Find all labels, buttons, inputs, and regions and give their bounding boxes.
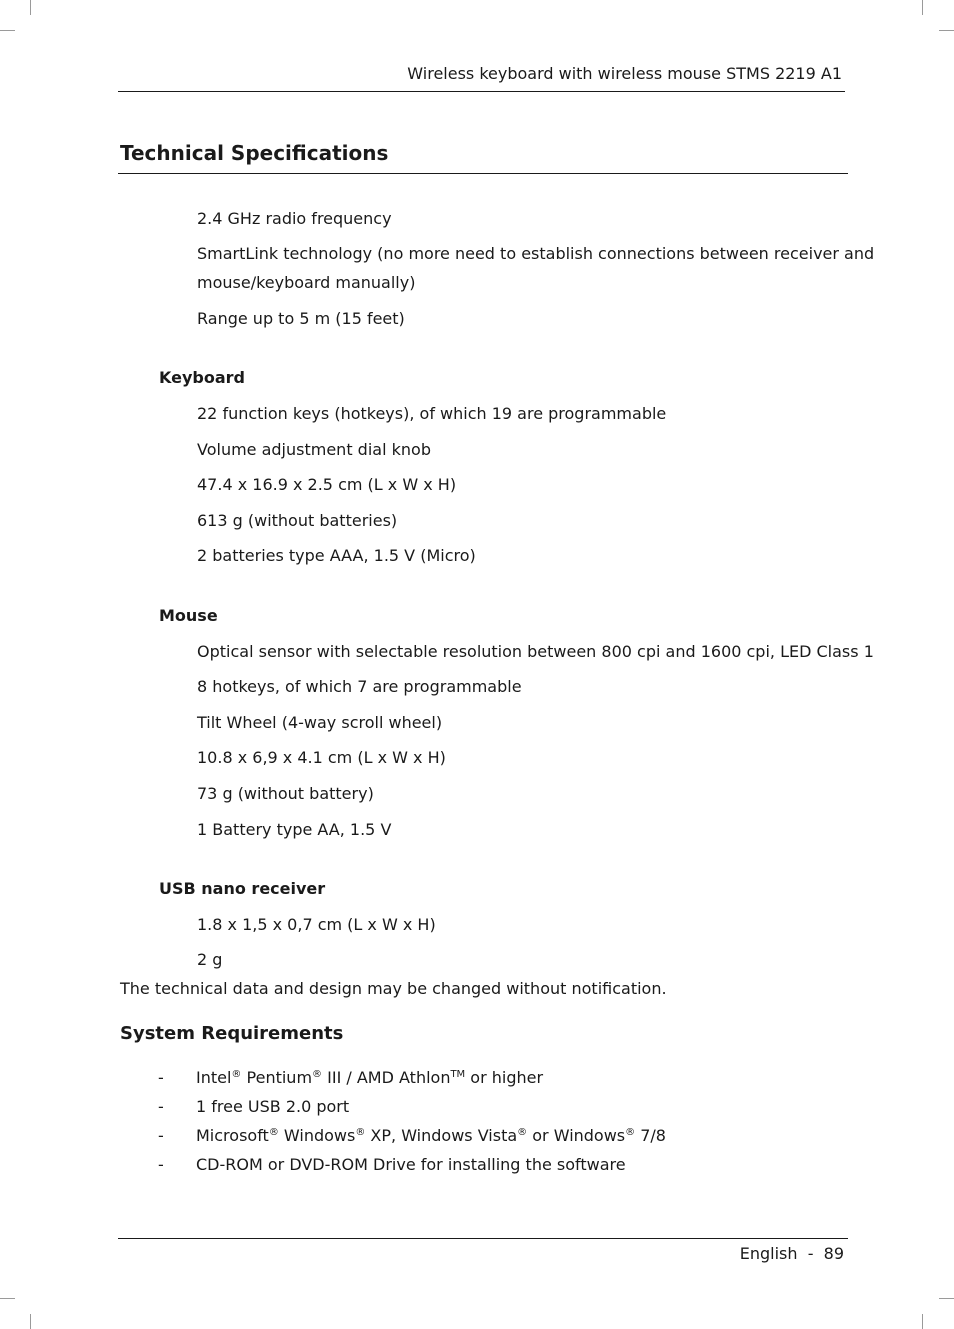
- requirement-item: - Intel® Pentium® III / AMD Athlon™ or higher: [158, 1066, 543, 1090]
- spec-line: 22 function keys (hotkeys), of which 19 are programmable: [197, 404, 667, 423]
- system-requirements-heading: System Requirements: [120, 1023, 344, 1044]
- crop-mark: [939, 30, 954, 31]
- spec-line: Optical sensor with selectable resolution between 800 cpi and 1600 cpi, LED Class 1: [197, 642, 874, 661]
- bullet-dash: -: [158, 1097, 164, 1116]
- receiver-heading: USB nano receiver: [159, 879, 326, 898]
- crop-mark: [922, 1314, 923, 1329]
- requirement-item: - 1 free USB 2.0 port: [158, 1095, 349, 1119]
- spec-line: 8 hotkeys, of which 7 are programmable: [197, 677, 522, 696]
- running-header: Wireless keyboard with wireless mouse STMS 2219 A1: [407, 64, 842, 83]
- spec-line: 47.4 x 16.9 x 2.5 cm (L x W x H): [197, 475, 457, 494]
- requirement-item: - CD-ROM or DVD-ROM Drive for installing the software: [158, 1153, 626, 1177]
- spec-line: 613 g (without batteries): [197, 511, 398, 530]
- header-rule: [118, 91, 845, 92]
- spec-line: 2.4 GHz radio frequency: [197, 209, 392, 228]
- requirement-item: - Microsoft® Windows® XP, Windows Vista® or Windows® 7/8: [158, 1124, 666, 1148]
- crop-mark: [0, 30, 15, 31]
- spec-line: 2 batteries type AAA, 1.5 V (Micro): [197, 546, 476, 565]
- mouse-heading: Mouse: [159, 606, 218, 625]
- spec-line: 73 g (without battery): [197, 784, 374, 803]
- bullet-dash: -: [158, 1155, 164, 1174]
- spec-line: mouse/keyboard manually): [197, 273, 416, 292]
- spec-line: Tilt Wheel (4-way scroll wheel): [197, 713, 443, 732]
- change-notice: The technical data and design may be changed without notification.: [120, 979, 667, 998]
- bullet-dash: -: [158, 1068, 164, 1087]
- bullet-dash: -: [158, 1126, 164, 1145]
- footer-rule: [118, 1238, 848, 1239]
- spec-line: SmartLink technology (no more need to establish connections between receiver and: [197, 244, 875, 263]
- spec-line: 10.8 x 6,9 x 4.1 cm (L x W x H): [197, 748, 446, 767]
- spec-line: Range up to 5 m (15 feet): [197, 309, 405, 328]
- spec-line: Volume adjustment dial knob: [197, 440, 431, 459]
- keyboard-heading: Keyboard: [159, 368, 245, 387]
- crop-mark: [30, 1314, 31, 1329]
- crop-mark: [939, 1298, 954, 1299]
- page-number: English - 89: [739, 1244, 844, 1263]
- spec-line: 2 g: [197, 950, 223, 969]
- crop-mark: [30, 0, 31, 15]
- crop-mark: [922, 0, 923, 15]
- spec-line: 1.8 x 1,5 x 0,7 cm (L x W x H): [197, 915, 436, 934]
- page-title: Technical Specifications: [120, 141, 389, 165]
- crop-mark: [0, 1298, 15, 1299]
- title-rule: [118, 173, 848, 174]
- spec-line: 1 Battery type AA, 1.5 V: [197, 820, 392, 839]
